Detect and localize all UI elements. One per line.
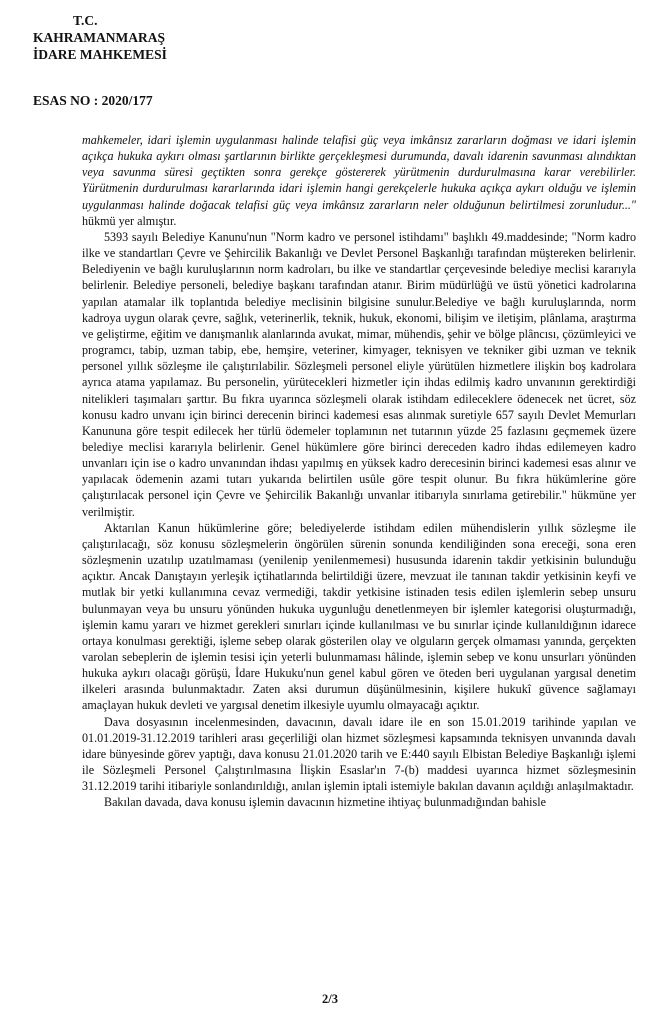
paragraph-0-tail: hükmü yer almıştır.: [82, 213, 177, 228]
header-court: İDARE MAHKEMESİ: [33, 47, 167, 62]
header-tc: T.C.: [73, 13, 98, 28]
paragraph-2: Aktarılan Kanun hükümlerine göre; belediyelerde istihdam edilen mühendislerin yıllık sözleşme ile çalıştırılacağı, söz konusu sözleşmelerin öngörülen sürenin sonunda kendiliğinden sona ereceği, sona eren sözleşmenin uzatılıp uzatılmaması (yenilenip yenilenmemesi) hususunda idarenin takdir yetkisinin bulunduğu açıktır. Ancak Danıştayın yerleşik içtihatlarında belirtildiği üzere, mevzuat ile tanınan takdir yetkisinin keyfi ve mutlak bir yetki kullanımına cevaz vermediği, takdir yetkisine istinaden tesis edilen işlemlerin sebep unsuru bulunmayan veya bu unsuru yönünden hukuka uygunluğu denetlenmeyen bir işlemler kategorisi oluşturmadığı, işlemin kamu yararı ve hizmet gerekleri sınırları içinde kullanılması ve bu sınırlar içinde kullanıldığının idarece ortaya konulması gerektiği, işleme sebep olarak gösterilen olay ve olguların gerçek olmaması yanında, gerçekten varolan sebeplerin de işlemin tesisi için yeterli bulunmaması hâlinde, işlemin sebep ve konu unsurları yönünden hukuka aykırı olacağı görüşü, İdare Hukuku'nun genel kabul gören ve öteden beri uygulanan yargısal denetim ilkeleri arasında bulunmaktadır. Zaten aksi durumun düşünülmesinin, kişilere hukukî güvence sağlamayı amaçlayan hukuk devleti ve yargısal denetim ilkesiyle uyumlu olmayacağı açıktır.: [82, 520, 636, 713]
paragraph-0-quote: mahkemeler, idari işlemin uygulanması halinde telafisi güç veya imkânsız zararların doğması ve idari işlemin açıkça hukuka aykırı olması şartlarının birlikte gerçekleşmesi durumunda, davalı idarenin savunması alındıktan veya savunma süresi geçtikten sonra gerekçe göstererek yürütmenin durdurulmasına karar verebilirler. Yürütmenin durdurulması kararlarında idari işlemin hangi gerekçelerle hukuka açıkça aykırı olduğu ve işlemin uygulanması halinde doğacak telafisi güç veya imkânsız zararların neler olduğunun belirtilmesi zorunludur...": [82, 133, 636, 212]
paragraph-4: Bakılan davada, dava konusu işlemin davacının hizmetine ihtiyaç bulunmadığından bahisle: [104, 795, 546, 810]
document-body: [82, 132, 636, 811]
page-number: 2/3: [322, 992, 338, 1006]
paragraph-1: 5393 sayılı Belediye Kanunu'nun "Norm kadro ve personel istihdamı" başlıklı 49.maddesinde; "Norm kadro ilke ve standartları Çevre ve Şehircilik Bakanlığı ve Devlet Personel Başkanlığı tarafından müştereken belirlenir. Belediyenin ve bağlı kuruluşlarının norm kadroları, bu ilke ve standartlar çerçevesinde belediye meclisi kararıyla belirlenir. Belediye personeli, belediye başkanı tarafından atanır. Birim müdürlüğü ve üstü yönetici kadrolarına yapılan atamalar ilk toplantıda belediye meclisinin bilgisine sunulur.Belediye ve bağlı kuruluşlarında, norm kadroya uygun olarak çevre, sağlık, veterinerlik, teknik, hukuk, ekonomi, bilişim ve iletişim, plânlama, araştırma ve geliştirme, eğitim ve danışmanlık alanlarında avukat, mimar, mühendis, şehir ve bölge plâncısı, çözümleyici ve programcı, tabip, uzman tabip, ebe, hemşire, veteriner, kimyager, teknisyen ve tekniker gibi uzman ve teknik personel yıllık sözleşme ile çalıştırılabilir. Sözleşmeli personel eliyle yürütülen hizmetlere ilişkin boş kadrolara ayrıca atama yapılamaz. Bu personelin, yürütecekleri hizmetler için ihdas edilmiş kadro unvanının gerektirdiği nitelikleri taşımaları şarttır. Bu fıkra uyarınca sözleşmeli olarak istihdam edileceklere ödenecek net ücret, söz konusu kadro unvanı için birinci derecenin birinci kademesi esas alınmak suretiyle 657 sayılı Devlet Memurları Kanununa göre tespit edilecek her türlü ödemeler toplamının net tutarının yüzde 25 fazlasını geçmemek üzere belediye meclisi kararıyla belirlenir. Genel hükümlere göre birinci dereceden kadro ihdas edilemeyen kadro unvanları için ise o kadro unvanından ihdası yapılmış en yüksek kadro derecesinin birinci kademesi esas alınır ve yapılacak ödemenin azami tutarı yukarıda belirtilen usûle göre tespit olunur. Bu fıkra hükümlerine göre çalıştırılacak personel için Çevre ve Şehircilik Bakanlığı unvanlar itibarıyla sınırlama getirebilir." hükmüne yer verilmiştir.: [82, 229, 636, 519]
paragraph-3: Dava dosyasının incelenmesinden, davacının, davalı idare ile en son 15.01.2019 tarihinde yapılan ve 01.01.2019-31.12.2019 tarihleri arası geçerliliği olan hizmet sözleşmesi kapsamında teknisyen unvanında davalı idare bünyesinde görev yaptığı, dava konusu 21.01.2020 tarih ve E:440 sayılı Elbistan Belediye Başkanlığı işlemi ile Sözleşmeli Personel Çalıştırılmasına İlişkin Esaslar'ın 7-(b) maddesi uyarınca hizmet sözleşmesinin 31.12.2019 tarihi itibariyle sonlandırıldığı, anılan işlemin iptali istemiyle bakılan davanın açıldığı anlaşılmaktadır.: [82, 714, 636, 794]
paragraph-0: [82, 132, 636, 229]
document-header: [33, 12, 167, 63]
case-number: ESAS NO : 2020/177: [33, 93, 153, 108]
header-city: KAHRAMANMARAŞ: [33, 30, 165, 45]
